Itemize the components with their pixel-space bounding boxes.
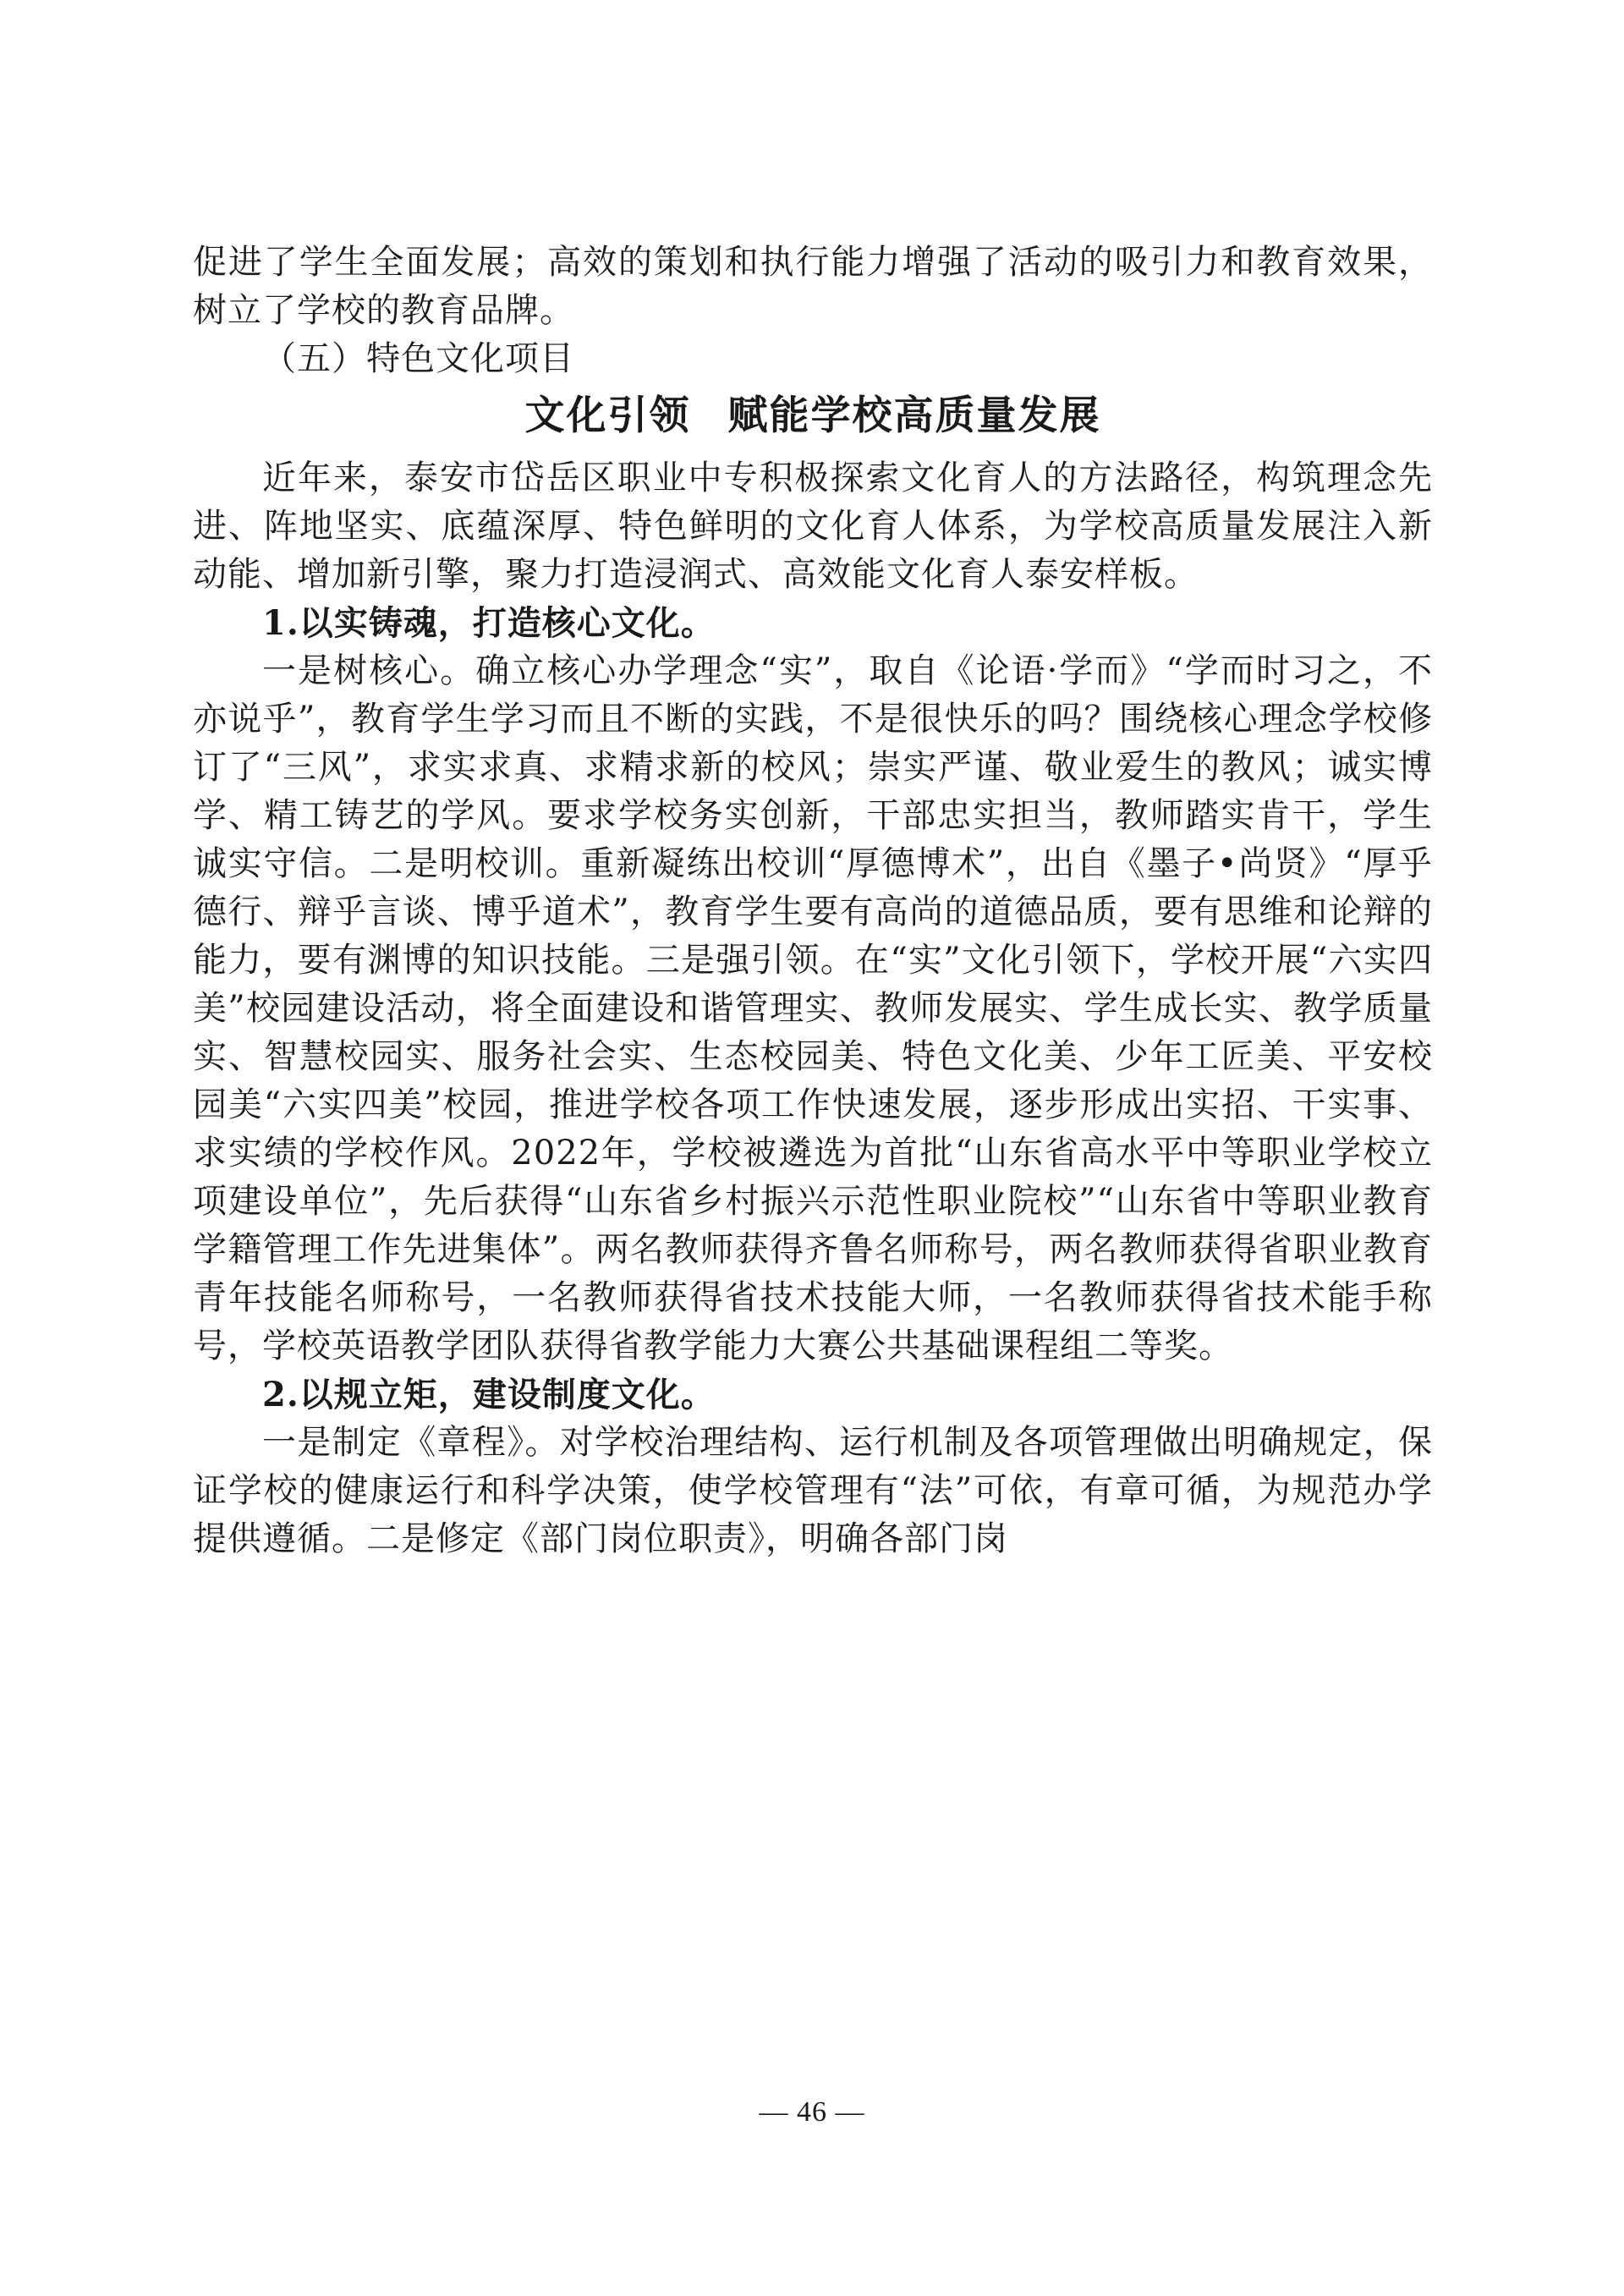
page-number: — 46 — — [759, 2096, 865, 2128]
document-body — [193, 239, 1433, 1563]
section-label: （五）特色文化项目 — [262, 339, 574, 378]
intro-paragraph: 促进了学生全面发展；高效的策划和执行能力增强了活动的吸引力和教育效果，树立了学校的教育品牌。 — [193, 243, 1433, 330]
subheading-1: 1.以实铸魂，打造核心文化。 — [262, 603, 716, 643]
body-paragraph-2: 一是树核心。确立核心办学理念“实”，取自《论语·学而》“学而时习之，不亦说乎”，教育学生学习而且不断的实践，不是很快乐的吗？围绕核心理念学校修订了“三风”，求实求真、求精求新的校风；崇实严谨、敬业爱生的教风；诚实博学、精工铸艺的学风。要求学校务实创新，干部忠实担当，教师踏实肯干，学生诚实守信。二是明校训。重新凝练出校训“厚德博术”，出自《墨子•尚贤》“厚乎德行、辩乎言谈、博乎道术”，教育学生要有高尚的道德品质，要有思维和论辩的能力，要有渊博的知识技能。三是强引领。在“实”文化引领下，学校开展“六实四美”校园建设活动，将全面建设和谐管理实、教师发展实、学生成长实、教学质量实、智慧校园实、服务社会实、生态校园美、特色文化美、少年工匠美、平安校园美“六实四美”校园，推进学校各项工作快速发展，逐步形成出实招、干实事、求实绩的学校作风。2022年，学校被遴选为首批“山东省高水平中等职业学校立项建设单位”，先后获得“山东省乡村振兴示范性职业院校”“山东省中等职业教育学籍管理工作先进集体”。两名教师获得齐鲁名师称号，两名教师获得省职业教育青年技能名师称号，一名教师获得省技术技能大师，一名教师获得省技术能手称号，学校英语教学团队获得省教学能力大赛公共基础课程组二等奖。 — [193, 651, 1433, 1365]
article-title-part2: 赋能学校高质量发展 — [727, 393, 1101, 439]
article-title-part1: 文化引领 — [524, 393, 691, 439]
article-title — [193, 387, 1433, 446]
body-paragraph-1: 近年来，泰安市岱岳区职业中专积极探索文化育人的方法路径，构筑理念先进、阵地坚实、底蕴深厚、特色鲜明的文化育人体系，为学校高质量发展注入新动能、增加新引擎，聚力打造浸润式、高效能文化育人泰安样板。 — [193, 459, 1433, 594]
subheading-2: 2.以规立矩，建设制度文化。 — [262, 1375, 716, 1414]
body-paragraph-3: 一是制定《章程》。对学校治理结构、运行机制及各项管理做出明确规定，保证学校的健康运行和科学决策，使学校管理有“法”可依，有章可循，为规范办学提供遵循。二是修定《部门岗位职责》，明确各部门岗 — [193, 1423, 1433, 1558]
